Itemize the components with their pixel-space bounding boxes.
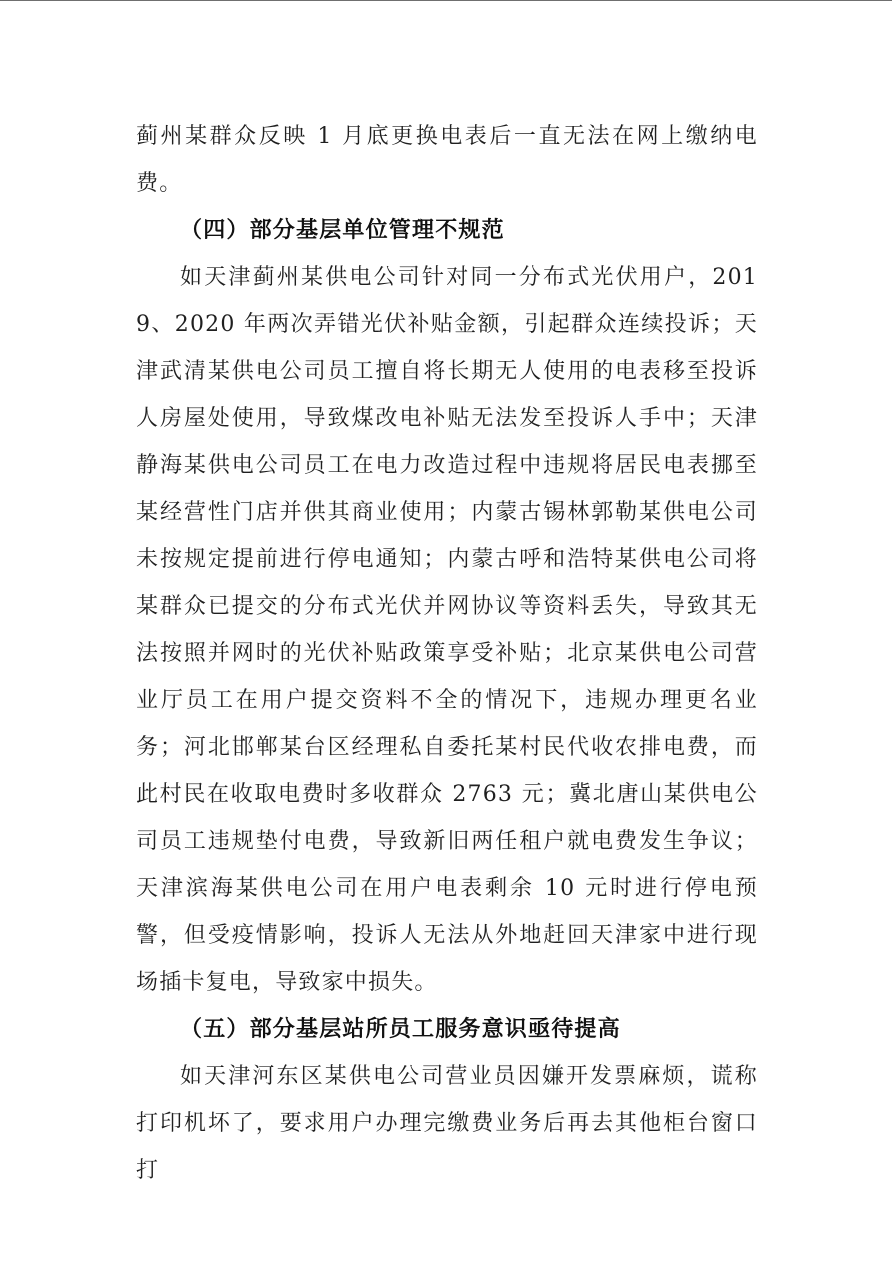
section-heading-four: （四）部分基层单位管理不规范 [180, 218, 505, 243]
section-four-paragraph: 如天津蓟州某供电公司针对同一分布式光伏用户，2019、2020 年两次弄错光伏补贴金额，引起群众连续投诉；天津武清某供电公司员工擅自将长期无人使用的电表移至投诉人房屋处使用，导致煤改电补贴无法发至投诉人手中；天津静海某供电公司员工在电力改造过程中违规将居民电表挪至某经营性门店并供其商业使用；内蒙古锡林郭勒某供电公司未按规定提前进行停电通知；内蒙古呼和浩特某供电公司将某群众已提交的分布式光伏并网协议等资料丢失，导致其无法按照并网时的光伏补贴政策享受补贴；北京某供电公司营业厅员工在用户提交资料不全的情况下，违规办理更名业务；河北邯郸某台区经理私自委托某村民代收农排电费，而此村民在收取电费时多收群众 2763 元；冀北唐山某供电公司员工违规垫付电费，导致新旧两任租户就电费发生争议；天津滨海某供电公司在用户电表剩余 10 元时进行停电预警，但受疫情影响，投诉人无法从外地赶回天津家中进行现场插卡复电，导致家中损失。 [136, 265, 758, 995]
continued-paragraph: 蓟州某群众反映 1 月底更换电表后一直无法在网上缴纳电费。 [136, 124, 758, 196]
document-body [136, 113, 758, 1194]
section-heading-five: （五）部分基层站所员工服务意识亟待提高 [180, 1017, 621, 1042]
section-five-paragraph: 如天津河东区某供电公司营业员因嫌开发票麻烦，谎称打印机坏了，要求用户办理完缴费业务后再去其他柜台窗口打 [136, 1064, 758, 1183]
